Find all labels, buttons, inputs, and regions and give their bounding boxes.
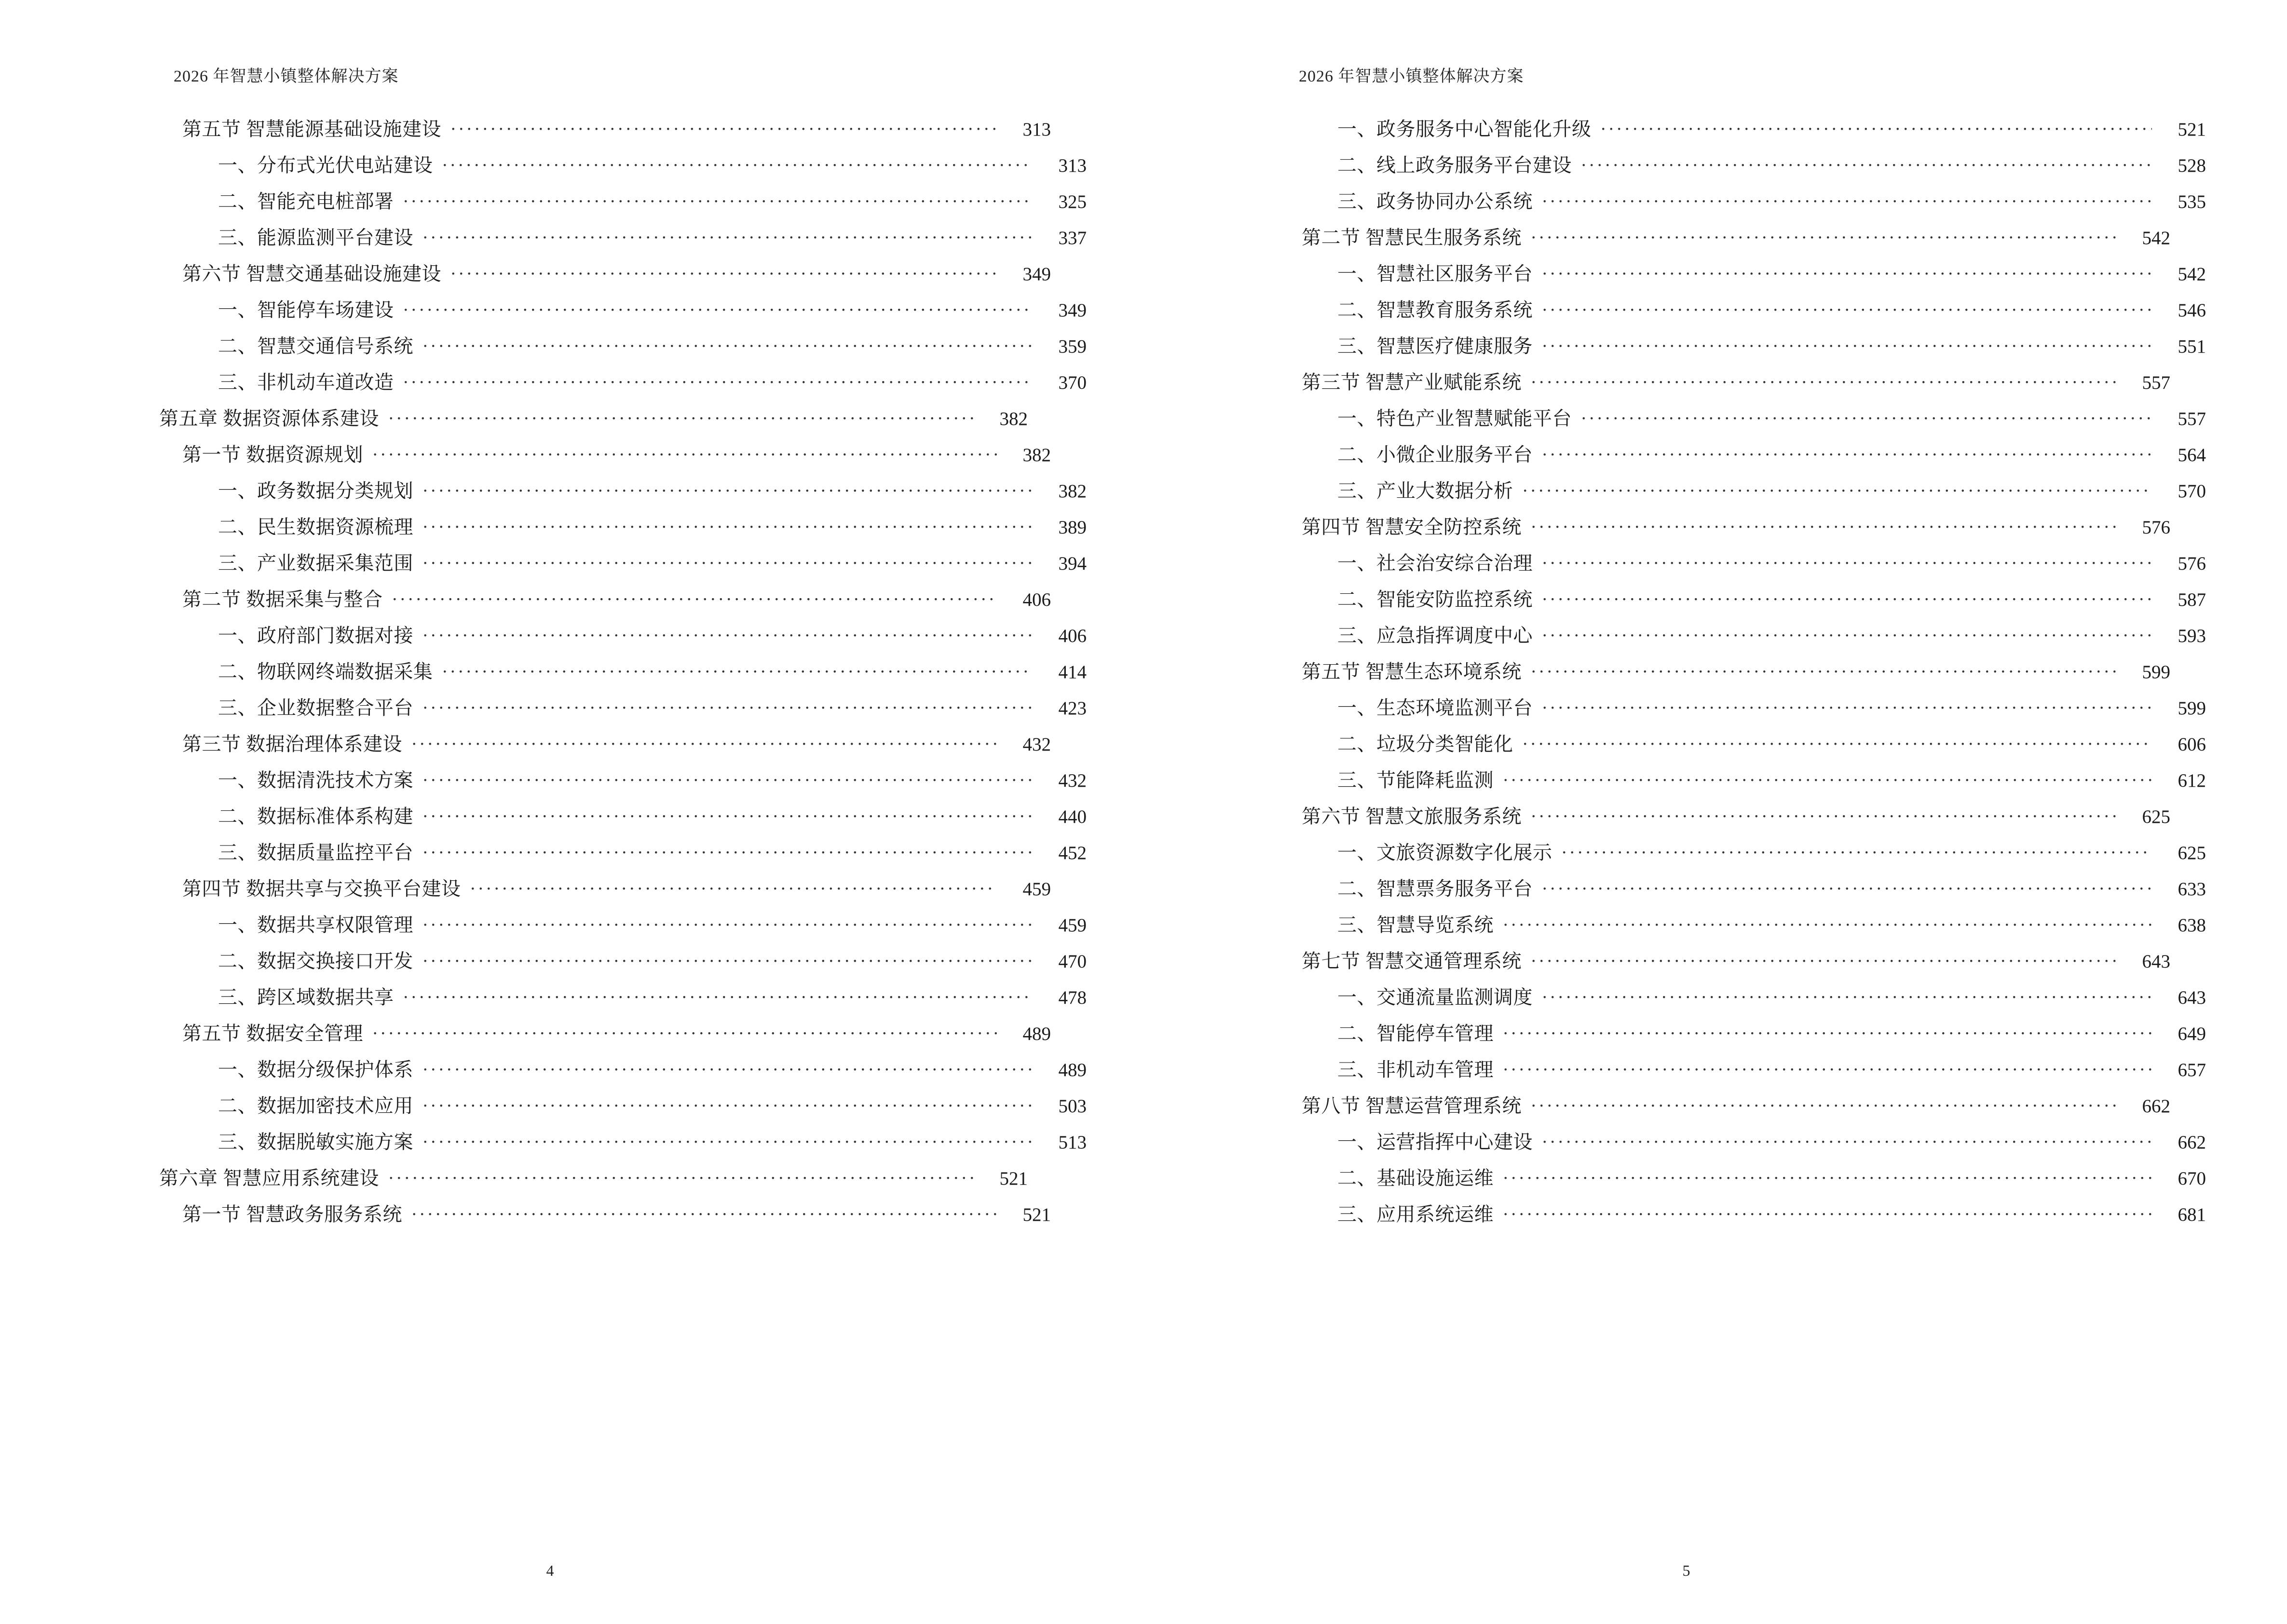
toc-entry-page-number: 542: [2178, 264, 2206, 285]
toc-entry-page-number: 406: [1058, 626, 1087, 646]
toc-entry-page-number: 643: [2142, 951, 2170, 972]
toc-leader-dots: [389, 406, 974, 425]
toc-entry[interactable]: [218, 984, 1087, 1007]
toc-entry-page-number: 670: [2178, 1168, 2206, 1189]
toc-leader-dots: [1542, 189, 2152, 208]
toc-entry-label: 三、企业数据整合平台: [218, 697, 413, 719]
toc-leader-dots: [423, 550, 1033, 570]
toc-entry[interactable]: [218, 1129, 1087, 1152]
toc-list-right: [1279, 116, 2206, 1225]
toc-entry-label: 三、能源监测平台建设: [218, 227, 413, 248]
toc-entry[interactable]: [1337, 840, 2206, 862]
toc-entry-page-number: 576: [2178, 553, 2206, 574]
toc-leader-dots: [1531, 225, 2116, 244]
toc-entry-label: 三、政务协同办公系统: [1337, 191, 1533, 212]
toc-entry-label: 第六节 智慧文旅服务系统: [1302, 805, 1522, 827]
toc-entry-label: 一、智慧社区服务平台: [1337, 263, 1533, 285]
running-head-right: 2026 年智慧小镇整体解决方案: [1299, 68, 1524, 85]
toc-entry-page-number: 662: [2178, 1132, 2206, 1153]
toc-entry-label: 第八节 智慧运营管理系统: [1302, 1095, 1522, 1117]
toc-leader-dots: [423, 514, 1033, 533]
toc-leader-dots: [423, 948, 1033, 968]
toc-leader-dots: [423, 840, 1033, 859]
toc-entry-label: 一、交通流量监测调度: [1337, 986, 1533, 1008]
toc-entry-label: 二、智能停车管理: [1337, 1023, 1494, 1044]
toc-entry[interactable]: [1337, 116, 2206, 139]
toc-entry-label: 第四节 数据共享与交换平台建设: [182, 878, 461, 900]
toc-entry[interactable]: [1337, 189, 2206, 211]
toc-entry-page-number: 521: [1022, 1204, 1051, 1225]
toc-entry[interactable]: [1302, 514, 2170, 537]
toc-entry[interactable]: [218, 1093, 1087, 1116]
toc-entry-page-number: 546: [2178, 300, 2206, 321]
toc-leader-dots: [1503, 912, 2152, 931]
toc-entry-label: 二、数据加密技术应用: [218, 1095, 413, 1117]
toc-leader-dots: [1542, 550, 2152, 570]
toc-entry[interactable]: [1302, 1093, 2170, 1116]
toc-entry-page-number: 528: [2178, 155, 2206, 176]
toc-leader-dots: [404, 369, 1033, 389]
toc-entry[interactable]: [1337, 152, 2206, 175]
toc-entry-label: 第七节 智慧交通管理系统: [1302, 950, 1522, 972]
toc-entry-label: 第五节 智慧生态环境系统: [1302, 661, 1522, 682]
toc-leader-dots: [1503, 1201, 2152, 1221]
toc-leader-dots: [1581, 406, 2152, 425]
toc-entry-label: 二、基础设施运维: [1337, 1167, 1494, 1189]
toc-leader-dots: [389, 1165, 974, 1185]
toc-entry-page-number: 349: [1022, 264, 1051, 285]
toc-entry-page-number: 414: [1058, 662, 1087, 682]
toc-leader-dots: [443, 659, 1033, 678]
toc-entry-page-number: 503: [1058, 1096, 1087, 1117]
toc-entry[interactable]: [1337, 912, 2206, 935]
toc-entry-label: 第二节 数据采集与整合: [182, 588, 383, 610]
toc-leader-dots: [1531, 514, 2116, 533]
toc-entry[interactable]: [218, 840, 1087, 862]
toc-entry[interactable]: [182, 876, 1051, 899]
toc-entry-page-number: 638: [2178, 915, 2206, 936]
toc-entry-label: 第五章 数据资源体系建设: [159, 408, 379, 429]
toc-entry[interactable]: [218, 333, 1087, 356]
toc-entry-label: 一、数据分级保护体系: [218, 1059, 413, 1080]
toc-entry-page-number: 394: [1058, 553, 1087, 574]
toc-entry-label: 三、非机动车道改造: [218, 371, 394, 393]
toc-entry[interactable]: [218, 478, 1087, 501]
toc-entry-page-number: 359: [1058, 336, 1087, 357]
page-right: [1144, 0, 2287, 1624]
toc-leader-dots: [451, 116, 997, 136]
toc-entry-page-number: 325: [1058, 191, 1087, 212]
toc-entry-page-number: 313: [1022, 119, 1051, 140]
toc-entry[interactable]: [1302, 659, 2170, 682]
toc-entry[interactable]: [1337, 731, 2206, 754]
toc-leader-dots: [1542, 297, 2152, 316]
toc-entry-page-number: 599: [2178, 698, 2206, 719]
toc-leader-dots: [404, 189, 1033, 208]
toc-entry-label: 第三节 智慧产业赋能系统: [1302, 371, 1522, 393]
toc-entry[interactable]: [1302, 948, 2170, 971]
toc-entry-label: 二、物联网终端数据采集: [218, 661, 433, 682]
toc-entry[interactable]: [218, 767, 1087, 790]
toc-entry-page-number: 459: [1058, 915, 1087, 936]
toc-entry[interactable]: [1337, 1165, 2206, 1188]
toc-entry-label: 三、智慧医疗健康服务: [1337, 335, 1533, 357]
toc-entry-label: 二、智能安防监控系统: [1337, 588, 1533, 610]
toc-entry[interactable]: [218, 659, 1087, 682]
toc-entry-label: 第六节 智慧交通基础设施建设: [182, 263, 441, 285]
toc-leader-dots: [373, 442, 997, 461]
toc-entry-label: 一、数据共享权限管理: [218, 914, 413, 936]
toc-entry[interactable]: [1337, 550, 2206, 573]
toc-leader-dots: [1503, 1021, 2152, 1040]
toc-entry[interactable]: [218, 623, 1087, 645]
toc-entry-page-number: 612: [2178, 770, 2206, 791]
toc-entry[interactable]: [218, 225, 1087, 247]
toc-entry-label: 二、数据标准体系构建: [218, 805, 413, 827]
toc-entry-page-number: 337: [1058, 228, 1087, 248]
toc-entry[interactable]: [182, 1021, 1051, 1043]
toc-entry[interactable]: [159, 1165, 1028, 1188]
toc-entry-label: 一、数据清洗技术方案: [218, 769, 413, 791]
toc-entry-page-number: 557: [2142, 372, 2170, 393]
toc-entry-page-number: 370: [1058, 372, 1087, 393]
toc-entry-page-number: 382: [1058, 481, 1087, 502]
toc-entry[interactable]: [182, 116, 1051, 139]
toc-leader-dots: [1531, 804, 2116, 823]
toc-entry-page-number: 521: [2178, 119, 2206, 140]
toc-entry-page-number: 382: [1022, 445, 1051, 465]
toc-entry-label: 一、分布式光伏电站建设: [218, 154, 433, 176]
toc-leader-dots: [423, 333, 1033, 353]
toc-entry[interactable]: [1337, 876, 2206, 899]
toc-entry[interactable]: [218, 695, 1087, 718]
toc-entry[interactable]: [182, 261, 1051, 284]
toc-entry-label: 三、智慧导览系统: [1337, 914, 1494, 936]
toc-entry-label: 一、文旅资源数字化展示: [1337, 842, 1552, 863]
toc-entry-page-number: 606: [2178, 734, 2206, 755]
toc-entry[interactable]: [1302, 225, 2170, 247]
running-head-left: 2026 年智慧小镇整体解决方案: [174, 68, 399, 85]
toc-entry-label: 一、生态环境监测平台: [1337, 697, 1533, 719]
toc-entry[interactable]: [182, 1201, 1051, 1224]
toc-entry[interactable]: [1337, 587, 2206, 609]
toc-entry-label: 二、线上政务服务平台建设: [1337, 154, 1572, 176]
toc-leader-dots: [1542, 695, 2152, 714]
toc-leader-dots: [423, 767, 1033, 787]
toc-entry-page-number: 513: [1058, 1132, 1087, 1153]
toc-entry[interactable]: [218, 369, 1087, 392]
page-number-right: 5: [1682, 1562, 1690, 1579]
toc-leader-dots: [404, 297, 1033, 316]
toc-leader-dots: [412, 1201, 997, 1221]
toc-entry-page-number: 681: [2178, 1204, 2206, 1225]
toc-entry-page-number: 432: [1022, 734, 1051, 755]
toc-entry-page-number: 542: [2142, 228, 2170, 248]
toc-entry-label: 一、运营指挥中心建设: [1337, 1131, 1533, 1153]
toc-entry-label: 三、跨区域数据共享: [218, 986, 394, 1008]
toc-leader-dots: [423, 1129, 1033, 1148]
toc-leader-dots: [1542, 876, 2152, 895]
toc-leader-dots: [1542, 623, 2152, 642]
toc-entry-label: 三、节能降耗监测: [1337, 769, 1494, 791]
toc-leader-dots: [1581, 152, 2152, 172]
toc-entry-page-number: 489: [1022, 1024, 1051, 1044]
toc-entry[interactable]: [1337, 1021, 2206, 1043]
toc-leader-dots: [1542, 442, 2152, 461]
toc-entry[interactable]: [1337, 1057, 2206, 1079]
toc-leader-dots: [423, 623, 1033, 642]
toc-entry-label: 二、智慧票务服务平台: [1337, 878, 1533, 900]
toc-entry[interactable]: [1302, 369, 2170, 392]
toc-entry-page-number: 570: [2178, 481, 2206, 502]
toc-entry[interactable]: [218, 550, 1087, 573]
toc-entry-label: 第五节 智慧能源基础设施建设: [182, 118, 441, 140]
toc-leader-dots: [393, 587, 997, 606]
toc-leader-dots: [423, 912, 1033, 931]
toc-entry-page-number: 459: [1022, 879, 1051, 900]
toc-entry[interactable]: [1337, 261, 2206, 284]
toc-entry-label: 二、智慧交通信号系统: [218, 335, 413, 357]
toc-leader-dots: [1503, 1165, 2152, 1185]
toc-entry-page-number: 382: [999, 409, 1028, 429]
toc-leader-dots: [1542, 587, 2152, 606]
toc-entry[interactable]: [1337, 333, 2206, 356]
toc-entry-page-number: 452: [1058, 843, 1087, 863]
toc-entry-label: 第二节 智慧民生服务系统: [1302, 227, 1522, 248]
toc-entry[interactable]: [1337, 695, 2206, 718]
toc-leader-dots: [412, 731, 997, 751]
toc-entry-page-number: 576: [2142, 517, 2170, 538]
toc-leader-dots: [1542, 984, 2152, 1004]
toc-entry-page-number: 662: [2142, 1096, 2170, 1117]
toc-leader-dots: [1523, 731, 2152, 751]
toc-entry-page-number: 423: [1058, 698, 1087, 719]
toc-leader-dots: [423, 478, 1033, 497]
toc-entry-label: 一、政府部门数据对接: [218, 625, 413, 646]
toc-entry[interactable]: [1337, 1201, 2206, 1224]
toc-entry-page-number: 432: [1058, 770, 1087, 791]
toc-entry-label: 一、政务数据分类规划: [218, 480, 413, 502]
toc-entry-label: 第五节 数据安全管理: [182, 1023, 363, 1044]
toc-leader-dots: [1542, 261, 2152, 280]
toc-entry[interactable]: [1337, 767, 2206, 790]
toc-entry-page-number: 633: [2178, 879, 2206, 900]
toc-leader-dots: [1531, 659, 2116, 678]
toc-entry-page-number: 649: [2178, 1024, 2206, 1044]
toc-leader-dots: [404, 984, 1033, 1004]
toc-entry-page-number: 313: [1058, 155, 1087, 176]
toc-entry-page-number: 593: [2178, 626, 2206, 646]
toc-entry-label: 二、数据交换接口开发: [218, 950, 413, 972]
toc-entry[interactable]: [218, 152, 1087, 175]
toc-entry[interactable]: [1337, 1129, 2206, 1152]
toc-list-left: [159, 116, 1087, 1225]
toc-leader-dots: [471, 876, 997, 895]
toc-entry-label: 三、非机动车管理: [1337, 1059, 1494, 1080]
toc-entry-label: 三、产业大数据分析: [1337, 480, 1513, 502]
toc-leader-dots: [1531, 369, 2116, 389]
toc-leader-dots: [1542, 333, 2152, 353]
toc-leader-dots: [1601, 116, 2152, 136]
toc-entry-page-number: 470: [1058, 951, 1087, 972]
toc-entry[interactable]: [1337, 984, 2206, 1007]
toc-entry-label: 第一节 智慧政务服务系统: [182, 1203, 402, 1225]
toc-entry-label: 二、民生数据资源梳理: [218, 516, 413, 538]
toc-entry[interactable]: [218, 189, 1087, 211]
toc-entry[interactable]: [1337, 442, 2206, 464]
toc-entry-label: 二、智能充电桩部署: [218, 191, 394, 212]
toc-entry-page-number: 587: [2178, 589, 2206, 610]
toc-leader-dots: [1523, 478, 2152, 497]
toc-entry[interactable]: [1337, 406, 2206, 428]
toc-entry-label: 三、产业数据采集范围: [218, 552, 413, 574]
toc-leader-dots: [443, 152, 1033, 172]
toc-entry-page-number: 349: [1058, 300, 1087, 321]
toc-leader-dots: [1503, 767, 2152, 787]
toc-entry-page-number: 521: [999, 1168, 1028, 1189]
toc-entry-page-number: 599: [2142, 662, 2170, 682]
toc-entry-page-number: 535: [2178, 191, 2206, 212]
toc-entry[interactable]: [1337, 297, 2206, 320]
toc-entry[interactable]: [182, 587, 1051, 609]
toc-entry-label: 第六章 智慧应用系统建设: [159, 1167, 379, 1189]
toc-entry-label: 二、垃圾分类智能化: [1337, 733, 1513, 755]
toc-leader-dots: [1531, 948, 2116, 968]
toc-entry[interactable]: [218, 1057, 1087, 1079]
toc-entry-label: 一、智能停车场建设: [218, 299, 394, 321]
toc-entry[interactable]: [218, 912, 1087, 935]
toc-entry-label: 第三节 数据治理体系建设: [182, 733, 402, 755]
toc-entry[interactable]: [218, 804, 1087, 826]
toc-entry-page-number: 440: [1058, 806, 1087, 827]
toc-entry-label: 第四节 智慧安全防控系统: [1302, 516, 1522, 538]
toc-entry-label: 一、政务服务中心智能化升级: [1337, 118, 1592, 140]
toc-entry-label: 一、社会治安综合治理: [1337, 552, 1533, 574]
toc-entry[interactable]: [218, 297, 1087, 320]
toc-entry-page-number: 643: [2178, 987, 2206, 1008]
toc-entry[interactable]: [1302, 804, 2170, 826]
toc-entry[interactable]: [182, 731, 1051, 754]
toc-entry-page-number: 551: [2178, 336, 2206, 357]
toc-entry-page-number: 657: [2178, 1060, 2206, 1080]
toc-leader-dots: [1542, 1129, 2152, 1148]
toc-entry-page-number: 406: [1022, 589, 1051, 610]
toc-entry[interactable]: [1337, 623, 2206, 645]
page-number-left: 4: [546, 1562, 554, 1579]
toc-entry-page-number: 625: [2142, 806, 2170, 827]
toc-entry[interactable]: [1337, 478, 2206, 501]
toc-entry[interactable]: [159, 406, 1028, 428]
toc-leader-dots: [423, 225, 1033, 244]
toc-entry[interactable]: [218, 948, 1087, 971]
toc-entry-page-number: 564: [2178, 445, 2206, 465]
toc-entry-page-number: 489: [1058, 1060, 1087, 1080]
toc-leader-dots: [1531, 1093, 2116, 1112]
toc-leader-dots: [451, 261, 997, 280]
toc-leader-dots: [1562, 840, 2152, 859]
toc-leader-dots: [423, 1057, 1033, 1076]
toc-entry[interactable]: [182, 442, 1051, 464]
toc-entry-label: 第一节 数据资源规划: [182, 444, 363, 465]
toc-entry-label: 三、数据质量监控平台: [218, 842, 413, 863]
toc-leader-dots: [1503, 1057, 2152, 1076]
toc-entry-page-number: 389: [1058, 517, 1087, 538]
toc-leader-dots: [423, 695, 1033, 714]
toc-leader-dots: [423, 804, 1033, 823]
toc-entry-page-number: 557: [2178, 409, 2206, 429]
toc-entry-label: 三、应急指挥调度中心: [1337, 625, 1533, 646]
toc-leader-dots: [373, 1021, 997, 1040]
toc-entry-label: 三、数据脱敏实施方案: [218, 1131, 413, 1153]
toc-entry-page-number: 625: [2178, 843, 2206, 863]
toc-entry-label: 一、特色产业智慧赋能平台: [1337, 408, 1572, 429]
toc-entry-label: 二、小微企业服务平台: [1337, 444, 1533, 465]
toc-entry[interactable]: [218, 514, 1087, 537]
toc-entry-label: 二、智慧教育服务系统: [1337, 299, 1533, 321]
toc-leader-dots: [423, 1093, 1033, 1112]
toc-entry-label: 三、应用系统运维: [1337, 1203, 1494, 1225]
toc-entry-page-number: 478: [1058, 987, 1087, 1008]
